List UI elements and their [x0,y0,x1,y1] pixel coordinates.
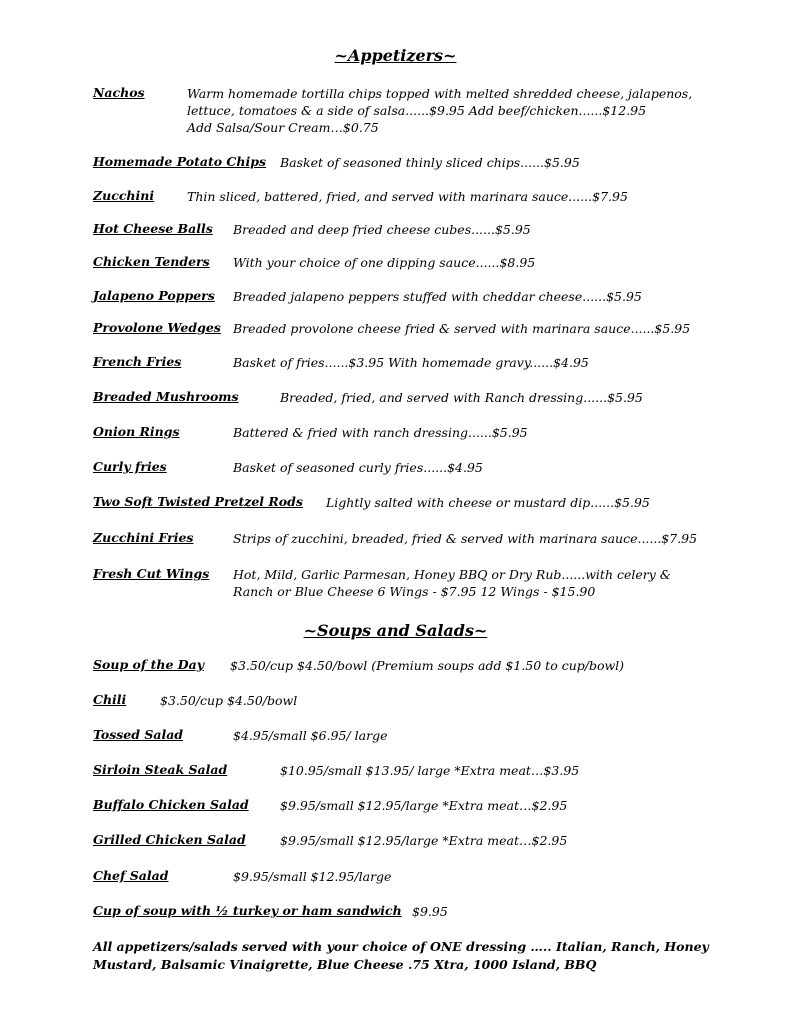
item-desc-onion-rings: Battered & fried with ranch dressing......$5.95 [233,425,528,440]
item-desc-zucchini-fries: Strips of zucchini, breaded, fried & served with marinara sauce......$7.95 [233,531,698,546]
item-desc-chef-salad: $9.95/small $12.95/large [233,869,392,884]
item-name-breaded-mushrooms: Breaded Mushrooms [93,389,239,404]
dressing-note-line-2: Mustard, Balsamic Vinaigrette, Blue Cheese .75 Xtra, 1000 Island, BBQ [93,957,597,972]
item-name-pretzel-rods: Two Soft Twisted Pretzel Rods [93,494,303,509]
item-name-soup-sandwich: Cup of soup with ½ turkey or ham sandwich [93,903,402,918]
item-desc-chicken-tenders: With your choice of one dipping sauce......$8.95 [233,255,536,270]
dressing-note-line-1: All appetizers/salads served with your choice of ONE dressing ….. Italian, Ranch, Honey [93,939,709,954]
item-name-soup-of-the-day: Soup of the Day [93,657,204,672]
item-desc-nachos-3: Add Salsa/Sour Cream…$0.75 [187,120,379,135]
item-desc-nachos-2: lettuce, tomatoes & a side of salsa......$9.95 Add beef/chicken......$12.95 [187,103,647,118]
item-name-provolone-wedges: Provolone Wedges [93,320,221,335]
item-name-fresh-cut-wings: Fresh Cut Wings [93,566,210,581]
item-name-tossed-salad: Tossed Salad [93,727,184,742]
item-name-jalapeno-poppers: Jalapeno Poppers [93,288,215,303]
item-desc-jalapeno-poppers: Breaded jalapeno peppers stuffed with cheddar cheese......$5.95 [233,289,642,304]
item-name-onion-rings: Onion Rings [93,424,180,439]
item-name-buffalo-chicken-salad: Buffalo Chicken Salad [93,797,249,812]
item-desc-pretzel-rods: Lightly salted with cheese or mustard dip......$5.95 [326,495,650,510]
item-desc-potato-chips: Basket of seasoned thinly sliced chips......$5.95 [280,155,580,170]
item-desc-fresh-cut-wings-1: Hot, Mild, Garlic Parmesan, Honey BBQ or Dry Rub......with celery & [233,567,671,582]
item-desc-soup-sandwich: $9.95 [412,904,448,919]
item-desc-breaded-mushrooms: Breaded, fried, and served with Ranch dressing......$5.95 [280,390,643,405]
item-name-potato-chips: Homemade Potato Chips [93,154,266,169]
item-desc-zucchini: Thin sliced, battered, fried, and served with marinara sauce......$7.95 [187,189,628,204]
item-desc-french-fries: Basket of fries......$3.95 With homemade gravy......$4.95 [233,355,589,370]
item-name-hot-cheese-balls: Hot Cheese Balls [93,221,213,236]
item-name-nachos: Nachos [93,85,145,100]
item-name-chili: Chili [93,692,127,707]
item-desc-chili: $3.50/cup $4.50/bowl [160,693,298,708]
item-name-zucchini-fries: Zucchini Fries [93,530,194,545]
item-desc-grilled-chicken-salad: $9.95/small $12.95/large *Extra meat…$2.95 [280,833,568,848]
item-name-chef-salad: Chef Salad [93,868,169,883]
item-name-zucchini: Zucchini [93,188,155,203]
item-name-curly-fries: Curly fries [93,459,167,474]
soups-salads-title: ~Soups and Salads~ [303,621,488,640]
item-desc-soup-of-the-day: $3.50/cup $4.50/bowl (Premium soups add $1.50 to cup/bowl) [230,658,625,673]
item-desc-fresh-cut-wings-2: Ranch or Blue Cheese 6 Wings - $7.95 12 Wings - $15.90 [233,584,596,599]
item-name-french-fries: French Fries [93,354,182,369]
item-desc-sirloin-steak-salad: $10.95/small $13.95/ large *Extra meat…$3.95 [280,763,580,778]
item-name-chicken-tenders: Chicken Tenders [93,254,210,269]
item-desc-buffalo-chicken-salad: $9.95/small $12.95/large *Extra meat…$2.95 [280,798,568,813]
item-desc-nachos-1: Warm homemade tortilla chips topped with melted shredded cheese, jalapenos, [187,86,693,101]
appetizers-title: ~Appetizers~ [334,46,457,65]
item-desc-tossed-salad: $4.95/small $6.95/ large [233,728,388,743]
item-name-grilled-chicken-salad: Grilled Chicken Salad [93,832,246,847]
item-desc-hot-cheese-balls: Breaded and deep fried cheese cubes......$5.95 [233,222,531,237]
item-desc-curly-fries: Basket of seasoned curly fries......$4.95 [233,460,483,475]
item-name-sirloin-steak-salad: Sirloin Steak Salad [93,762,228,777]
item-desc-provolone-wedges: Breaded provolone cheese fried & served with marinara sauce......$5.95 [233,321,691,336]
